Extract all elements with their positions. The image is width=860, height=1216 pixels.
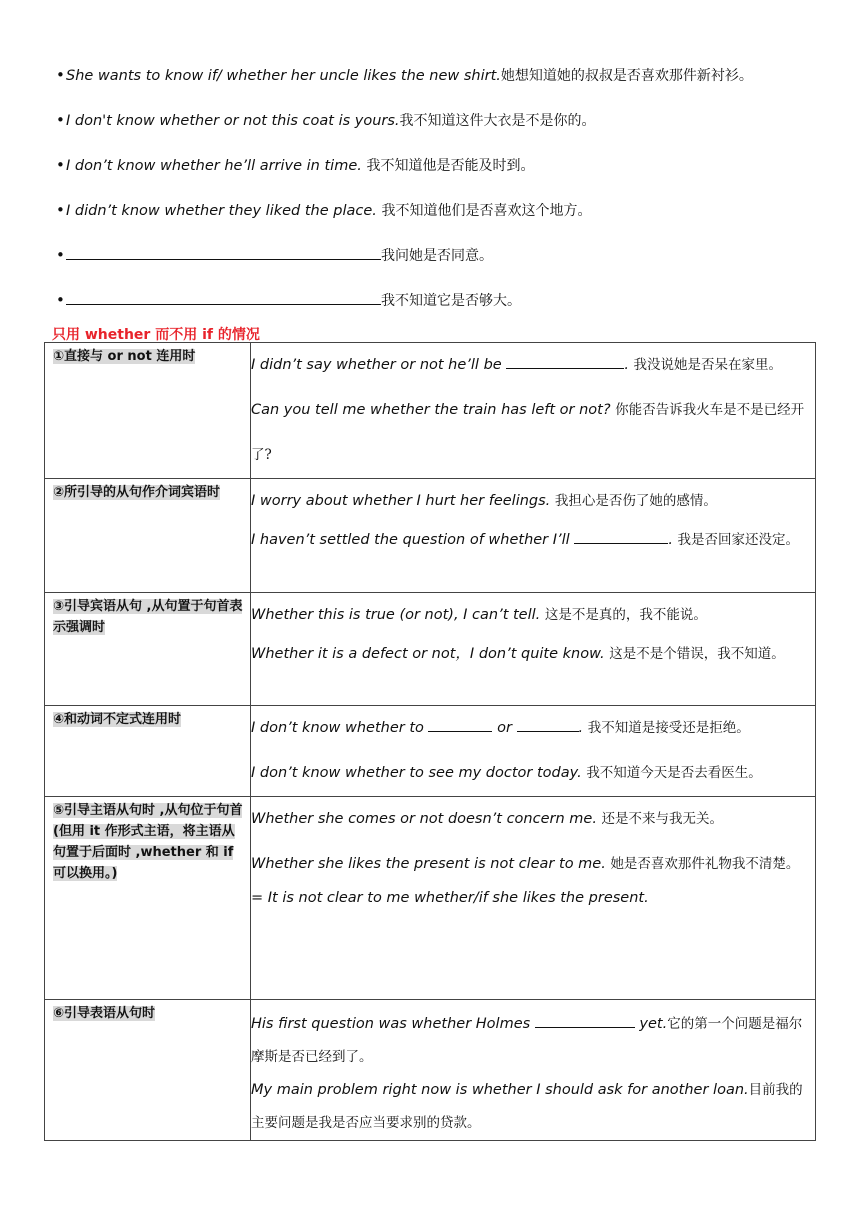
usage-label: ⑤引导主语从句时 ,从句位于句首 <box>53 803 243 818</box>
fill-in-blank[interactable] <box>574 529 668 544</box>
example-cell <box>251 593 816 706</box>
table-row <box>45 706 816 797</box>
chinese-translation: 还是不来与我无关。 <box>601 811 724 827</box>
example-line <box>251 638 815 671</box>
chinese-translation: 我不知道它是否够大。 <box>381 293 521 309</box>
example-line <box>251 524 815 557</box>
chinese-translation: 我担心是否伤了她的感情。 <box>554 493 717 509</box>
bullet-icon: • <box>56 291 65 309</box>
example-cell <box>251 343 816 479</box>
english-sentence: I didn’t know whether they liked the place. <box>66 203 382 219</box>
english-sentence: I don’t know whether he’ll arrive in time. <box>66 158 367 174</box>
english-text: Whether it is a defect or not，I don’t quite know. <box>251 646 610 662</box>
english-text: Can you tell me whether the train has left or not? <box>251 402 616 418</box>
chinese-translation: 我没说她是否呆在家里。 <box>633 357 783 373</box>
bullet-icon: • <box>56 156 65 174</box>
example-cell <box>251 706 816 797</box>
english-text: Whether she likes the present is not clear to me. <box>251 856 611 872</box>
example-line <box>251 388 815 478</box>
usage-table <box>44 342 816 1141</box>
table-row <box>45 343 816 479</box>
bullet-item <box>56 107 846 152</box>
table-row <box>45 1000 816 1141</box>
usage-label-cell <box>45 593 251 706</box>
example-cell <box>251 1000 816 1141</box>
bullet-item <box>56 152 846 197</box>
chinese-translation: 目前我的主要问题是我是否应当要求别的贷款。 <box>251 1082 803 1131</box>
english-text: yet. <box>634 1016 668 1032</box>
bullet-item <box>56 62 846 107</box>
english-text: I don’t know whether to see my doctor today. <box>251 765 587 781</box>
chinese-translation: 它的第一个问题是福尔摩斯是否已经到了。 <box>251 1016 803 1065</box>
usage-label: ①直接与 or not 连用时 <box>53 349 196 364</box>
bullet-icon: • <box>56 111 65 129</box>
fill-in-blank[interactable] <box>66 245 381 260</box>
example-line <box>251 706 815 751</box>
fill-in-blank[interactable] <box>535 1013 635 1028</box>
chinese-translation: 我问她是否同意。 <box>381 248 493 264</box>
chinese-translation: 她想知道她的叔叔是否喜欢那件新衬衫。 <box>500 68 753 84</box>
bullet-icon: • <box>56 246 65 264</box>
usage-label: ④和动词不定式连用时 <box>53 712 182 727</box>
example-line <box>251 593 815 638</box>
chinese-translation: 我是否回家还没定。 <box>677 532 800 548</box>
chinese-translation: 你能否告诉我火车是不是已经开了? <box>251 402 805 463</box>
table-row <box>45 593 816 706</box>
example-line <box>251 751 815 796</box>
example-line <box>251 479 815 524</box>
english-text: I haven’t settled the question of whether I’ll <box>251 532 575 548</box>
chinese-translation: 我不知道这件大衣是不是你的。 <box>399 113 596 129</box>
usage-label-cell <box>45 706 251 797</box>
fill-in-blank[interactable] <box>517 717 579 732</box>
bullet-item <box>56 242 846 287</box>
usage-label-cell <box>45 343 251 479</box>
chinese-translation: 我不知道今天是否去看医生。 <box>586 765 762 781</box>
english-text: = It is not clear to me whether/if she likes the present. <box>251 890 649 906</box>
english-text: I worry about whether I hurt her feelings. <box>251 493 555 509</box>
fill-in-blank[interactable] <box>66 290 381 305</box>
chinese-translation: 我不知道是接受还是拒绝。 <box>587 720 750 736</box>
usage-label-cell <box>45 797 251 1000</box>
example-line <box>251 881 815 915</box>
bullet-item <box>56 197 846 242</box>
usage-label: ②所引导的从句作介词宾语时 <box>53 485 221 500</box>
usage-label-cell <box>45 1000 251 1141</box>
example-sentence-list <box>56 62 846 332</box>
english-text: . <box>578 720 588 736</box>
english-text: . <box>624 357 634 373</box>
english-text: Whether she comes or not doesn’t concern me. <box>251 811 602 827</box>
example-cell <box>251 797 816 1000</box>
chinese-translation: 我不知道他是否能及时到。 <box>366 158 535 174</box>
english-text: My main problem right now is whether I should ask for another loan. <box>251 1082 749 1098</box>
table-row <box>45 797 816 1000</box>
chinese-translation: 她是否喜欢那件礼物我不清楚。 <box>610 856 800 872</box>
english-sentence: I don't know whether or not this coat is yours. <box>66 113 400 129</box>
english-text: His first question was whether Holmes <box>251 1016 535 1032</box>
english-text: or <box>492 720 517 736</box>
chinese-translation: 我不知道他们是否喜欢这个地方。 <box>381 203 592 219</box>
usage-label-note: (但用 it 作形式主语，将主语从句置于后面时 ,whether 和 if 可以换用。) <box>53 824 235 881</box>
english-text: Whether this is true (or not), I can’t tell. <box>251 607 545 623</box>
usage-label-cell <box>45 479 251 593</box>
english-sentence: She wants to know if/ whether her uncle likes the new shirt. <box>66 68 501 84</box>
usage-label: ⑥引导表语从句时 <box>53 1006 156 1021</box>
fill-in-blank[interactable] <box>428 717 492 732</box>
example-line <box>251 1074 815 1140</box>
example-cell <box>251 479 816 593</box>
english-text: . <box>668 532 678 548</box>
english-text: I don’t know whether to <box>251 720 429 736</box>
bullet-icon: • <box>56 66 65 84</box>
table-row <box>45 479 816 593</box>
section-title: 只用 whether 而不用 if 的情况 <box>52 327 260 343</box>
english-text: I didn’t say whether or not he’ll be <box>251 357 507 373</box>
example-line <box>251 797 815 842</box>
bullet-icon: • <box>56 201 65 219</box>
chinese-translation: 这是不是个错误，我不知道。 <box>609 646 785 662</box>
usage-label: ③引导宾语从句 ,从句置于句首表示强调时 <box>53 599 243 635</box>
fill-in-blank[interactable] <box>506 354 624 369</box>
chinese-translation: 这是不是真的，我不能说。 <box>544 607 707 623</box>
example-line <box>251 848 815 881</box>
example-line <box>251 343 815 388</box>
example-line <box>251 1008 815 1074</box>
